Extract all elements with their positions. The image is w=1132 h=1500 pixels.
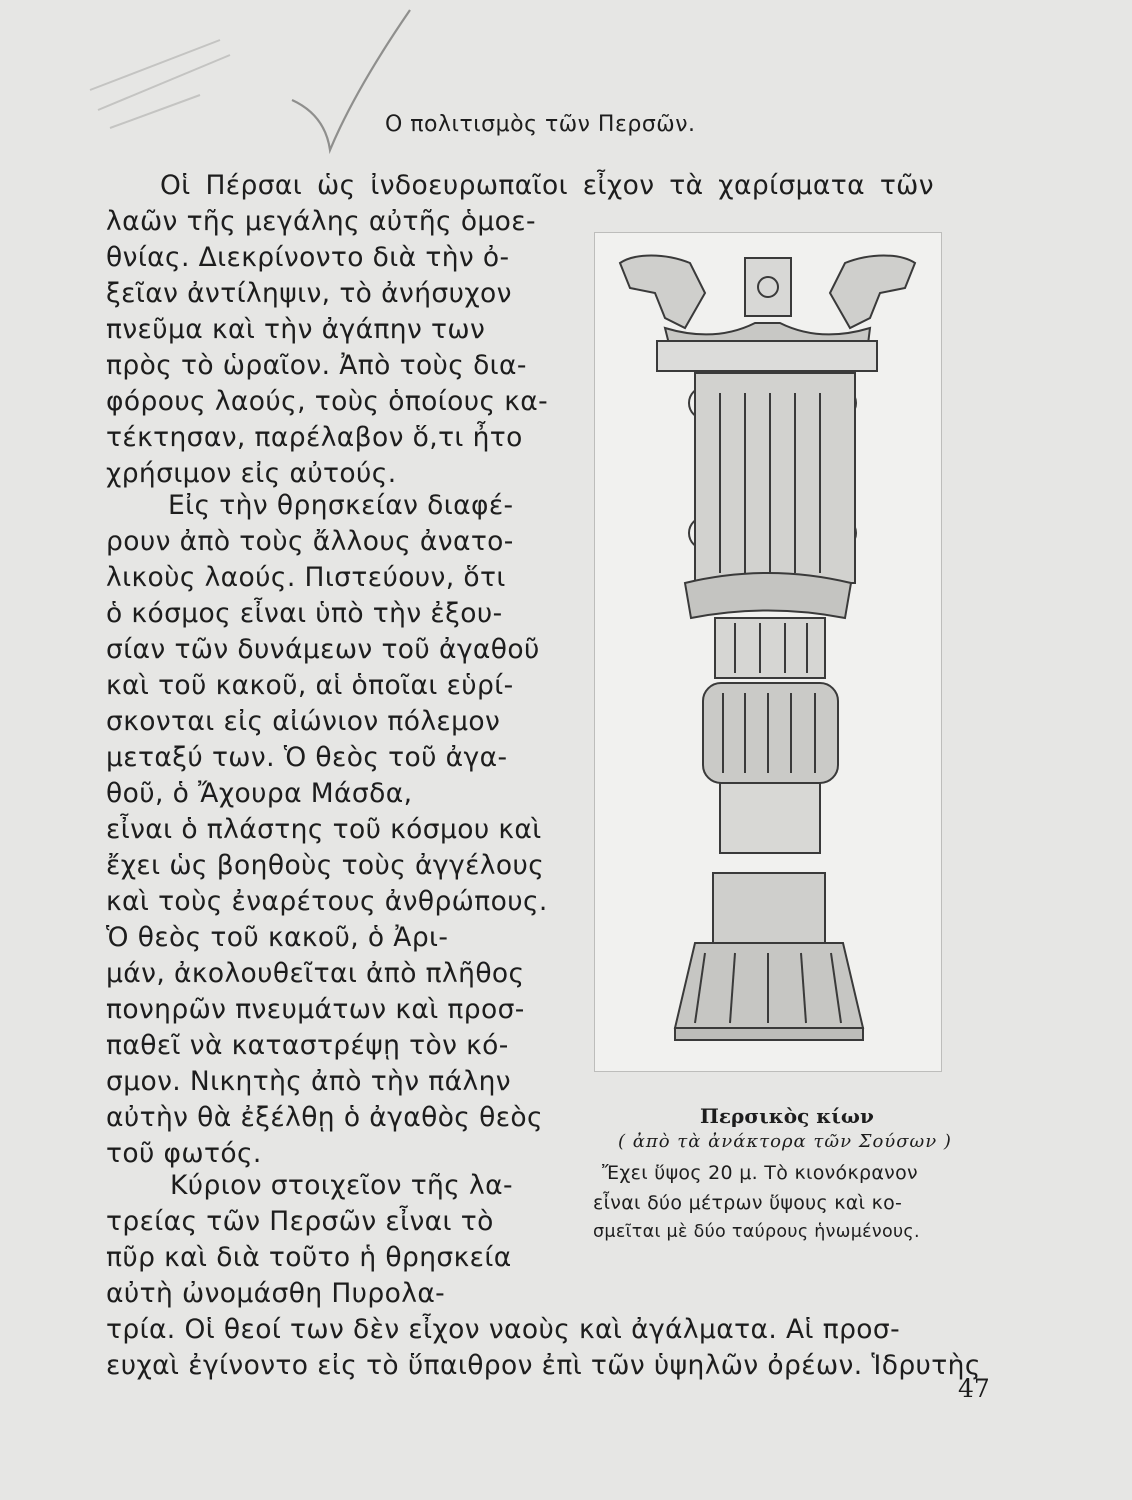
pencil-check-mark-icon — [80, 0, 440, 170]
body-line: ρουν ἀπὸ τοὺς ἄλλους ἀνατο- — [106, 526, 514, 557]
body-line: λαῶν τῆς μεγάλης αὐτῆς ὁμοε- — [106, 206, 536, 237]
body-line: ευχαὶ ἐγίνοντο εἰς τὸ ὕπαιθρον ἐπὶ τῶν ὑψηλῶν ὀρέων. Ἱδρυτὴς — [106, 1350, 981, 1381]
body-line: θοῦ, ὁ Ἄχουρα Μάσδα, — [106, 778, 413, 809]
body-line: καὶ τοὺς ἐναρέτους ἀνθρώπους. — [106, 886, 548, 917]
body-line: Εἰς τὴν θρησκείαν διαφέ- — [168, 490, 514, 521]
body-line: Κύριον στοιχεῖον τῆς λα- — [170, 1170, 513, 1201]
body-line: σμον. Νικητὴς ἀπὸ τὴν πάλην — [106, 1066, 511, 1097]
persian-column-illustration — [595, 233, 941, 1071]
body-line: σκονται εἰς αἰώνιον πόλεμον — [106, 706, 501, 737]
body-line: ὁ κόσμος εἶναι ὑπὸ τὴν ἐξου- — [106, 598, 503, 629]
body-line: καὶ τοῦ κακοῦ, αἱ ὁποῖαι εὑρί- — [106, 670, 514, 701]
body-line: τέκτησαν, παρέλαβον ὅ,τι ἦτο — [106, 422, 523, 453]
body-line: σίαν τῶν δυνάμεων τοῦ ἀγαθοῦ — [106, 634, 540, 665]
figure-caption-line: εἶναι δύο μέτρων ὕψους καὶ κο- — [593, 1192, 903, 1214]
body-line: πνεῦμα καὶ τὴν ἀγάπην των — [106, 314, 486, 345]
body-line: πῦρ καὶ διὰ τοῦτο ἡ θρησκεία — [106, 1242, 512, 1273]
figure-subtitle: ( ἀπὸ τὰ ἀνάκτορα τῶν Σούσων ) — [618, 1131, 952, 1152]
body-line: εἶναι ὁ πλάστης τοῦ κόσμου καὶ — [106, 814, 542, 845]
body-line: Οἱ Πέρσαι ὡς ἰνδοευρωπαῖοι εἶχον τὰ χαρίσματα τῶν — [160, 170, 934, 201]
body-line: αὐτὴν θὰ ἐξέλθῃ ὁ ἀγαθὸς θεὸς — [106, 1102, 543, 1133]
persian-column-figure — [594, 232, 942, 1072]
body-line: χρήσιμον εἰς αὐτούς. — [106, 458, 397, 489]
body-line: ξεῖαν ἀντίληψιν, τὸ ἀνήσυχον — [106, 278, 512, 309]
body-line: μεταξύ των. Ὁ θεὸς τοῦ ἀγα- — [106, 742, 508, 773]
body-line: μάν, ἀκολουθεῖται ἀπὸ πλῆθος — [106, 958, 525, 989]
body-line: πρὸς τὸ ὡραῖον. Ἀπὸ τοὺς δια- — [106, 350, 527, 381]
body-line: ἔχει ὡς βοηθοὺς τοὺς ἀγγέλους — [106, 850, 545, 881]
figure-caption-line: σμεῖται μὲ δύο ταύρους ἡνωμένους. — [593, 1222, 920, 1242]
body-line: λικοὺς λαούς. Πιστεύουν, ὅτι — [106, 562, 506, 593]
body-line: τοῦ φωτός. — [106, 1138, 262, 1169]
body-line: θνίας. Διεκρίνοντο διὰ τὴν ὀ- — [106, 242, 510, 273]
figure-caption-line: Ἔχει ὕψος 20 μ. Τὸ κιονόκρανον — [602, 1162, 918, 1184]
body-line: παθεῖ νὰ καταστρέψῃ τὸν κό- — [106, 1030, 509, 1061]
page-number: 47 — [958, 1374, 990, 1403]
body-line: τρείας τῶν Περσῶν εἶναι τὸ — [106, 1206, 494, 1237]
body-line: φόρους λαούς, τοὺς ὁποίους κα- — [106, 386, 549, 417]
body-line: πονηρῶν πνευμάτων καὶ προσ- — [106, 994, 525, 1025]
body-line: τρία. Οἱ θεοί των δὲν εἶχον ναοὺς καὶ ἀγάλματα. Αἱ προσ- — [106, 1314, 901, 1345]
figure-title: Περσικὸς κίων — [700, 1104, 874, 1128]
body-line: Ὁ θεὸς τοῦ κακοῦ, ὁ Ἀρι- — [106, 922, 449, 953]
page-header: Ο πολιτισμὸς τῶν Περσῶν. — [385, 112, 696, 137]
body-line: αὐτὴ ὠνομάσθη Πυρολα- — [106, 1278, 446, 1309]
